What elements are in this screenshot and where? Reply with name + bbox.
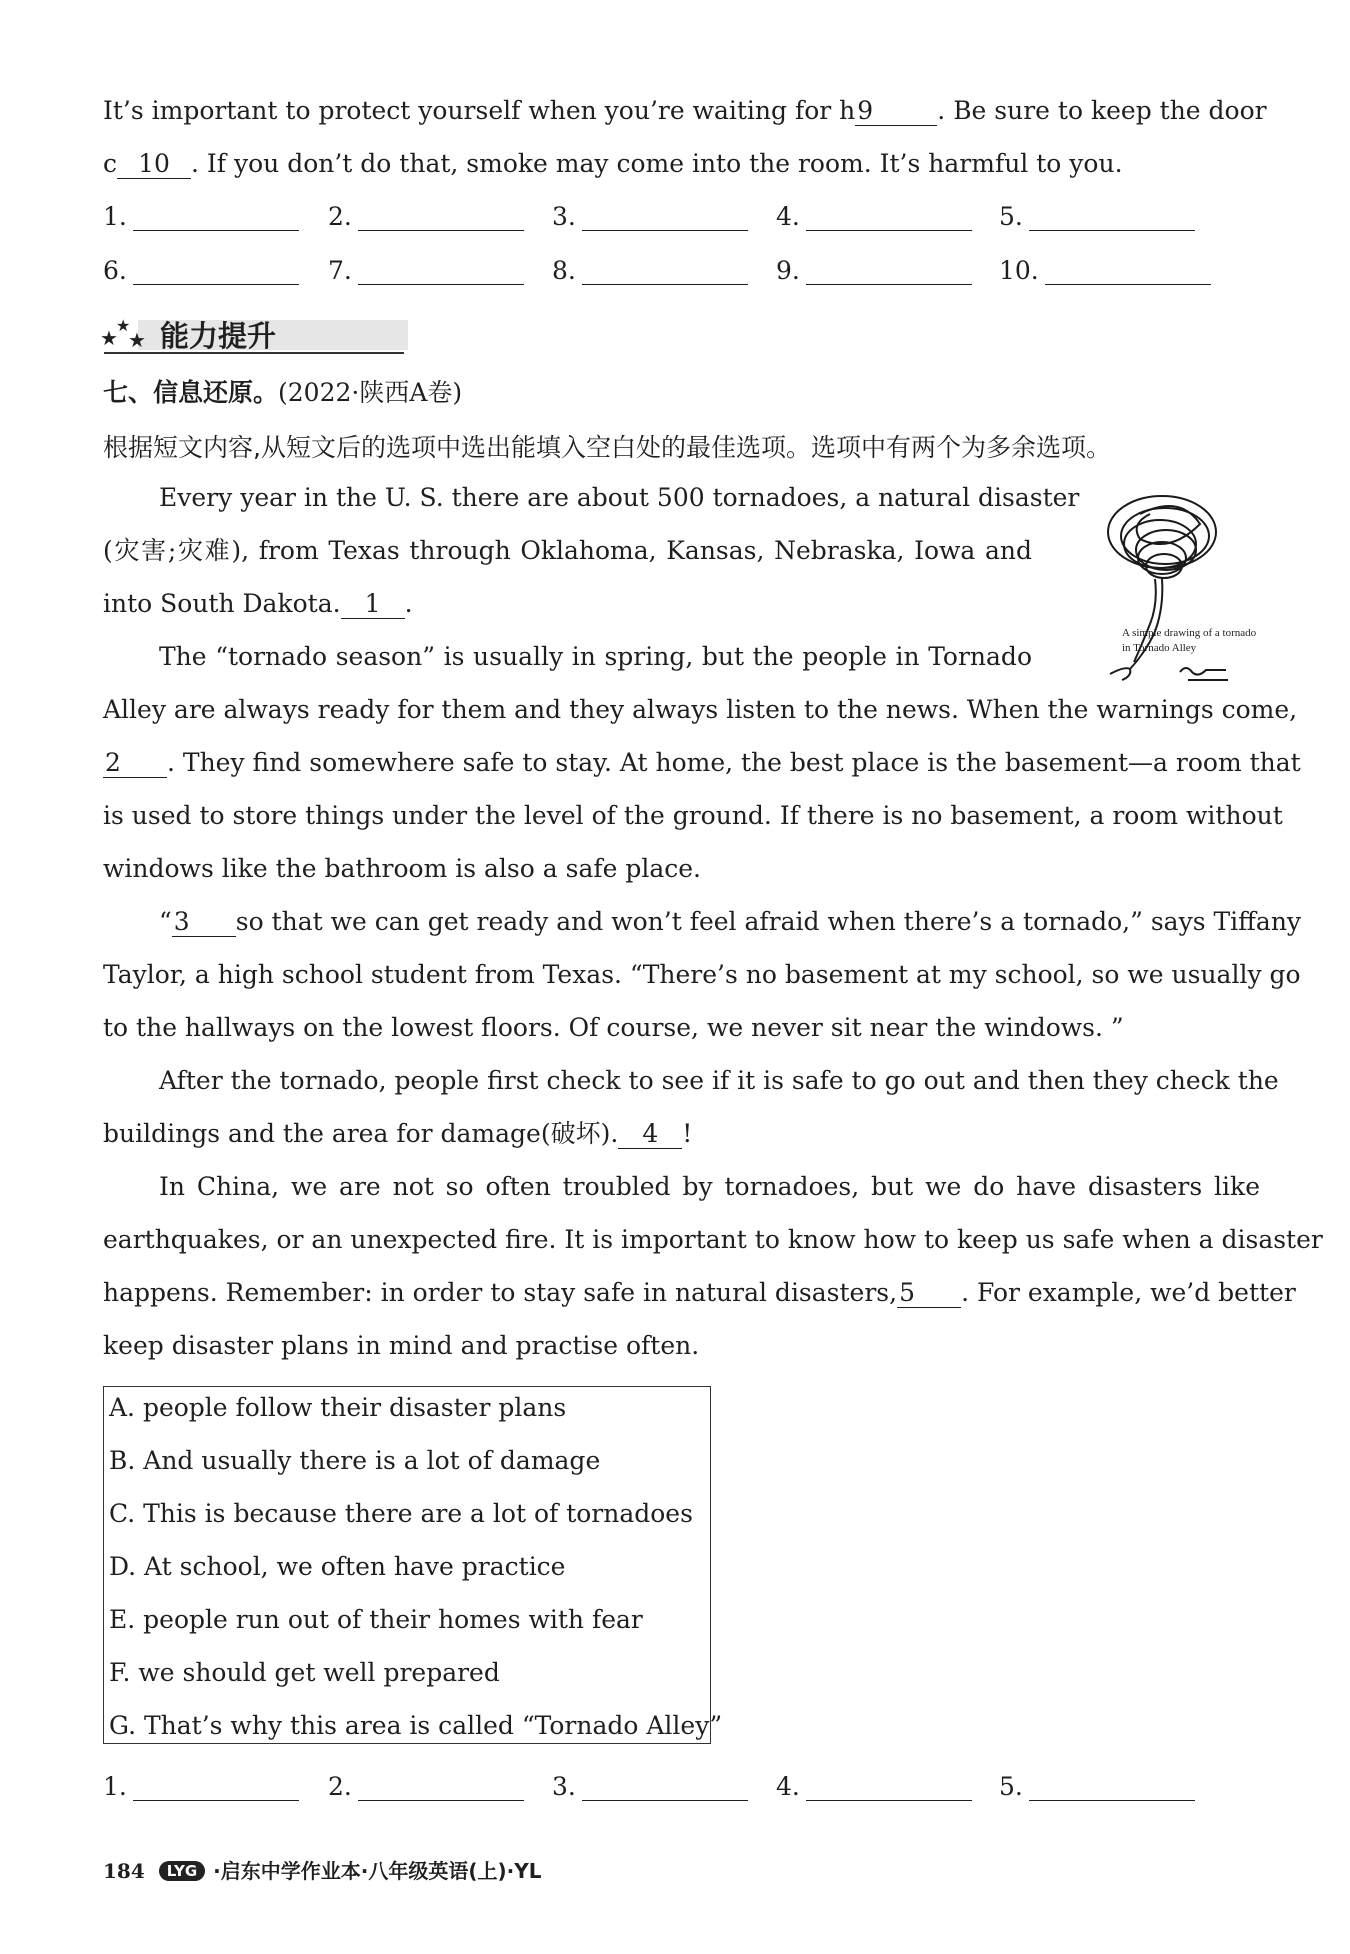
- star-icon: ★: [116, 316, 131, 335]
- figure-caption: A simple drawing of a tornado in Tornado Alley: [1122, 627, 1257, 654]
- answer-line: [582, 202, 748, 231]
- section-title: 能力提升: [160, 319, 277, 353]
- blank-9: 9: [855, 97, 937, 126]
- text-segment: into South Dakota.: [103, 589, 341, 618]
- answer-label: 5.: [999, 1772, 1023, 1801]
- question-title: [103, 373, 462, 409]
- text-line: The “tornado season” is usually in spring, but the people in Tornado: [159, 642, 1032, 671]
- text-segment: so that we can get ready and won’t feel afraid when there’s a tornado,” says Tiffany: [235, 907, 1302, 936]
- page-number: 184: [103, 1859, 145, 1883]
- answer-slot[interactable]: [552, 1772, 748, 1801]
- answer-label: 10.: [999, 256, 1039, 285]
- answer-label: 4.: [776, 1772, 800, 1801]
- answer-label: 2.: [328, 202, 352, 231]
- publisher-logo: LYG: [159, 1861, 205, 1881]
- answer-label: 8.: [552, 256, 576, 285]
- answer-label: 3.: [552, 202, 576, 231]
- answer-slot[interactable]: [103, 202, 299, 231]
- answer-label: 2.: [328, 1772, 352, 1801]
- answer-line: [133, 202, 299, 231]
- option-f: F. we should get well prepared: [109, 1658, 500, 1687]
- text-segment: .: [404, 589, 413, 618]
- instruction-text: 根据短文内容,从短文后的选项中选出能填入空白处的最佳选项。选项中有两个为多余选项。: [103, 433, 1111, 462]
- text-line: Alley are always ready for them and they always listen to the news. When the warnings come,: [103, 695, 1298, 724]
- answer-slot[interactable]: [552, 202, 748, 231]
- text-segment: !: [682, 1119, 693, 1148]
- text-line: [103, 905, 1302, 939]
- text-line: keep disaster plans in mind and practise often.: [103, 1331, 700, 1360]
- text-segment: happens. Remember: in order to stay safe in natural disasters,: [103, 1278, 898, 1307]
- answer-slot[interactable]: [776, 202, 972, 231]
- blank-3: 3: [172, 908, 236, 937]
- text-line: is used to store things under the level of the ground. If there is no basement, a room without: [103, 801, 1283, 830]
- answer-slot[interactable]: [328, 256, 524, 285]
- text-line: [103, 587, 1032, 621]
- text-line: [103, 746, 1301, 780]
- answer-label: 3.: [552, 1772, 576, 1801]
- answer-line: [133, 1772, 299, 1801]
- text-line: [103, 1117, 1260, 1151]
- answer-line: [806, 256, 972, 285]
- answer-line: [358, 256, 524, 285]
- blank-1: 1: [341, 590, 405, 619]
- star-icon: ★: [128, 328, 146, 352]
- text-segment: c: [103, 149, 118, 178]
- text-line: After the tornado, people first check to see if it is safe to go out and then they check the: [159, 1066, 1279, 1095]
- answer-slot[interactable]: [328, 202, 524, 231]
- answer-slot[interactable]: [103, 1772, 299, 1801]
- options-box: [103, 1386, 723, 1744]
- text-line: Every year in the U. S. there are about 500 tornadoes, a natural disaster: [159, 483, 1080, 512]
- blank-2: 2: [103, 749, 167, 778]
- text-line: earthquakes, or an unexpected fire. It is important to know how to keep us safe when a disaster: [103, 1225, 1323, 1254]
- answer-line: [358, 1772, 524, 1801]
- option-a: A. people follow their disaster plans: [109, 1393, 567, 1422]
- text-segment: It’s important to protect yourself when you’re waiting for h: [103, 96, 856, 125]
- option-g: G. That’s why this area is called “Tornado Alley”: [109, 1711, 723, 1740]
- text-segment: . Be sure to keep the door: [937, 96, 1267, 125]
- text-line: to the hallways on the lowest floors. Of course, we never sit near the windows. ”: [103, 1013, 1124, 1042]
- answer-slot[interactable]: [328, 1772, 524, 1801]
- text-segment: . For example, we’d better: [961, 1278, 1296, 1307]
- heading-underline: [104, 352, 404, 354]
- option-e: E. people run out of their homes with fear: [109, 1605, 643, 1634]
- text-line: Taylor, a high school student from Texas. “There’s no basement at my school, so we usually go: [103, 960, 1301, 989]
- answer-label: 9.: [776, 256, 800, 285]
- question-label: 七、信息还原。: [103, 378, 279, 407]
- answer-line: [1029, 202, 1195, 231]
- text-line: In China, we are not so often troubled by tornadoes, but we do have disasters like: [159, 1172, 1260, 1201]
- answer-label: 7.: [328, 256, 352, 285]
- answer-line: [582, 1772, 748, 1801]
- text-line: [103, 94, 1267, 128]
- text-segment: “: [159, 907, 172, 936]
- answer-line: [806, 202, 972, 231]
- blank-4: 4: [618, 1120, 682, 1149]
- answer-slot[interactable]: [776, 256, 972, 285]
- text-line: (灾害;灾难), from Texas through Oklahoma, Kansas, Nebraska, Iowa and: [103, 536, 1032, 565]
- answer-line: [582, 256, 748, 285]
- answer-slot[interactable]: [552, 256, 748, 285]
- answer-line: [1045, 256, 1211, 285]
- option-d: D. At school, we often have practice: [109, 1552, 566, 1581]
- blank-5: 5: [897, 1279, 961, 1308]
- text-line: [103, 147, 1260, 181]
- text-segment: . If you don’t do that, smoke may come into the room. It’s harmful to you.: [191, 149, 1123, 178]
- answer-slot[interactable]: [999, 1772, 1195, 1801]
- blank-10: 10: [117, 150, 191, 179]
- star-icon: ★: [100, 326, 118, 350]
- answer-label: 1.: [103, 1772, 127, 1801]
- question-source: (2022·陕西A卷): [278, 378, 463, 407]
- text-segment: buildings and the area for damage(破坏).: [103, 1119, 619, 1148]
- answer-line: [806, 1772, 972, 1801]
- text-segment: . They find somewhere safe to stay. At home, the best place is the basement—a room that: [167, 748, 1301, 777]
- answer-label: 1.: [103, 202, 127, 231]
- answer-slot[interactable]: [999, 256, 1211, 285]
- tornado-drawing: [1070, 484, 1260, 694]
- answer-label: 5.: [999, 202, 1023, 231]
- answer-label: 6.: [103, 256, 127, 285]
- answer-line: [133, 256, 299, 285]
- answer-slot[interactable]: [776, 1772, 972, 1801]
- option-b: B. And usually there is a lot of damage: [109, 1446, 601, 1475]
- tornado-icon: [1070, 484, 1260, 694]
- option-c: C. This is because there are a lot of tornadoes: [109, 1499, 693, 1528]
- answer-slot[interactable]: [999, 202, 1195, 231]
- answer-line: [1029, 1772, 1195, 1801]
- answer-slot[interactable]: [103, 256, 299, 285]
- page-footer: [103, 1855, 541, 1884]
- answer-label: 4.: [776, 202, 800, 231]
- text-line: windows like the bathroom is also a safe place.: [103, 854, 701, 883]
- text-line: [103, 1276, 1296, 1310]
- answer-line: [358, 202, 524, 231]
- book-title: ·启东中学作业本·八年级英语(上)·YL: [213, 1859, 542, 1883]
